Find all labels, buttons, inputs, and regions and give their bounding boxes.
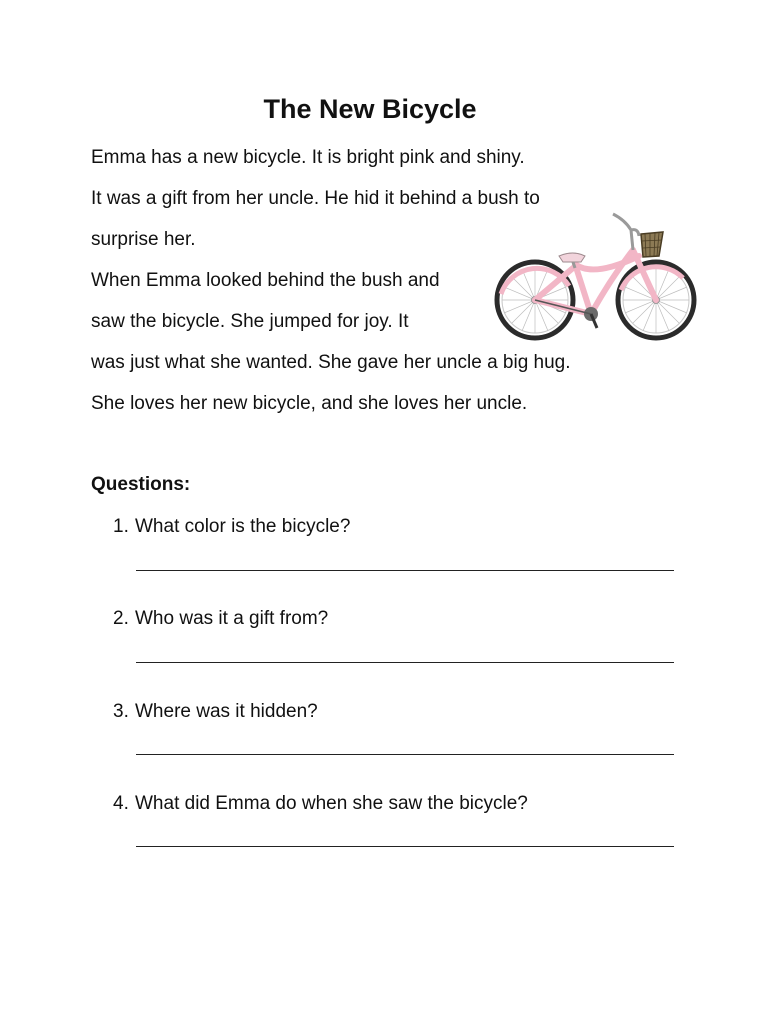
answer-line-4[interactable] [136, 846, 674, 847]
story-line: Emma has a new bicycle. It is bright pink and shiny. [91, 147, 525, 168]
page-title: The New Bicycle [263, 94, 477, 124]
question-text: What did Emma do when she saw the bicycle? [135, 793, 528, 814]
question-1 [113, 516, 350, 538]
question-text: What color is the bicycle? [135, 516, 351, 537]
story-line: surprise her. [91, 229, 196, 250]
question-3 [113, 701, 318, 723]
questions-heading: Questions: [91, 474, 191, 495]
answer-line-1[interactable] [136, 570, 674, 571]
bicycle-image [493, 208, 697, 356]
basket-icon [641, 232, 663, 257]
question-text: Who was it a gift from? [135, 608, 329, 629]
story-line: It was a gift from her uncle. He hid it behind a bush to [91, 188, 540, 209]
story-line: was just what she wanted. She gave her uncle a big hug. [91, 352, 571, 373]
answer-line-3[interactable] [136, 754, 674, 755]
answer-line-2[interactable] [136, 662, 674, 663]
story-line: She loves her new bicycle, and she loves her uncle. [91, 393, 528, 414]
story-line: saw the bicycle. She jumped for joy. It [91, 311, 409, 332]
story-line: When Emma looked behind the bush and [91, 270, 440, 291]
question-number: 3. [113, 701, 129, 722]
question-text: Where was it hidden? [135, 701, 318, 722]
question-2 [113, 608, 328, 630]
question-4 [113, 793, 528, 815]
question-number: 2. [113, 608, 129, 629]
question-number: 4. [113, 793, 129, 814]
question-number: 1. [113, 516, 129, 537]
